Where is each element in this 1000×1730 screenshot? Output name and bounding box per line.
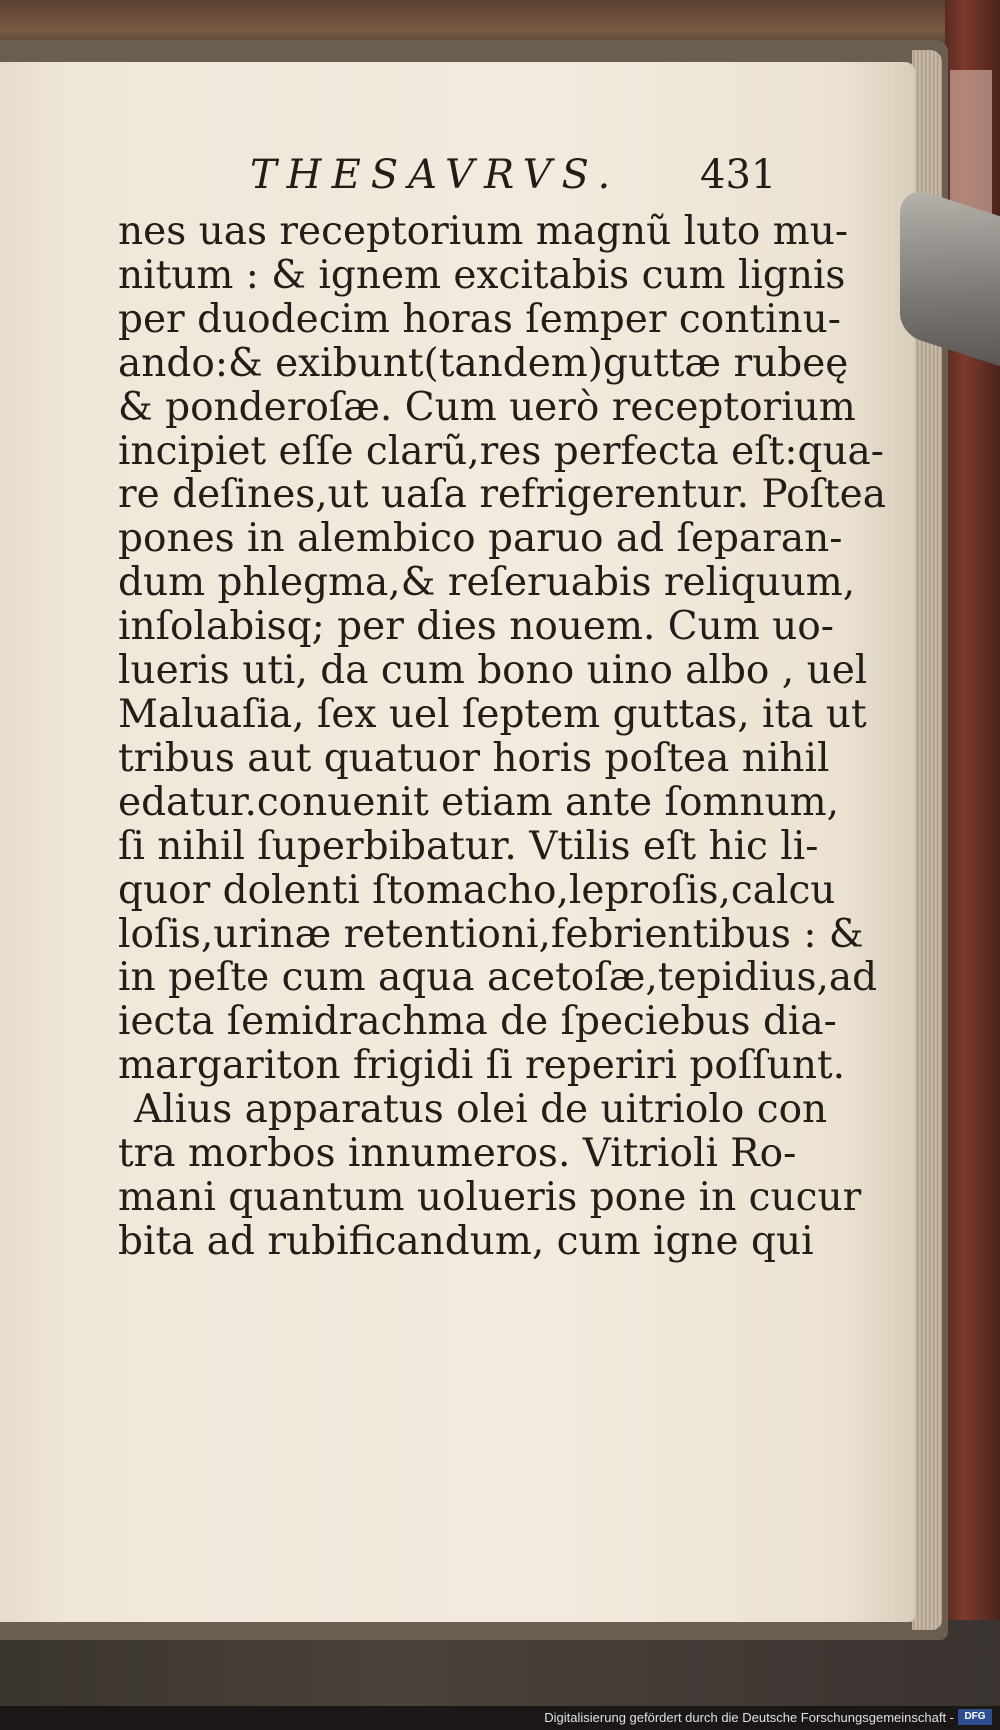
digitization-footer — [0, 1706, 1000, 1730]
text-line: per duodecim horas ſemper continu- — [118, 296, 841, 342]
text-line: quor dolenti ſtomacho,leproſis,calcu — [118, 867, 836, 913]
text-line: in peſte cum aqua acetoſæ,tepidius,ad — [118, 955, 878, 1001]
text-line: mani quantum uolueris pone in cucur — [118, 1174, 862, 1220]
text-line: tra morbos innumeros. Vitrioli Ro- — [118, 1131, 797, 1177]
text-line: Alius apparatus olei de uitriolo con — [134, 1087, 828, 1133]
text-line: Maluaſia, ſex uel ſeptem guttas, ita ut — [118, 691, 867, 737]
text-line: ſi nihil ſuperbibatur. Vtilis eſt hic li- — [118, 823, 819, 869]
running-title: THESAVRVS. — [250, 152, 621, 198]
text-line: ando:& exibunt(tandem)guttæ rubeę — [118, 340, 849, 386]
text-line: nes uas receptorium magnũ luto mu- — [118, 209, 849, 254]
text-line: pones in alembico paruo ad ſeparan- — [118, 516, 843, 562]
text-line: lueris uti, da cum bono uino albo , uel — [118, 648, 868, 694]
text-line: dum phlegma,& reſeruabis reliquum, — [118, 560, 856, 606]
text-line: loſis,urinæ retentioni,febrientibus : & — [118, 911, 864, 957]
text-line: inſolabisq; per dies nouem. Cum uo- — [118, 604, 834, 650]
text-line: iecta ſemidrachma de ſpeciebus dia- — [118, 999, 837, 1045]
text-line: margariton frigidi ſi reperiri poſſunt. — [118, 1043, 846, 1089]
text-line: & ponderoſæ. Cum uerò receptorium — [118, 384, 856, 430]
page-header — [0, 152, 1000, 212]
funding-credit: Digitalisierung gefördert durch die Deutsche Forschungsgemeinschaft - — [544, 1710, 954, 1725]
text-line: nitum : & ignem excitabis cum lignis — [118, 252, 846, 298]
dfg-logo: DFG — [958, 1709, 992, 1725]
text-line: incipiet eſſe clarũ,res perfecta eſt:qua- — [118, 428, 884, 474]
page-number: 431 — [700, 152, 777, 198]
text-line: re deſines,ut uaſa refrigerentur. Poſtea — [118, 472, 887, 518]
text-line: edatur.conuenit etiam ante ſomnum, — [118, 779, 840, 825]
text-line: bita ad rubificandum, cum igne qui — [118, 1218, 814, 1264]
body-text — [118, 209, 887, 1264]
text-line: tribus aut quatuor horis poſtea nihil — [118, 735, 830, 781]
